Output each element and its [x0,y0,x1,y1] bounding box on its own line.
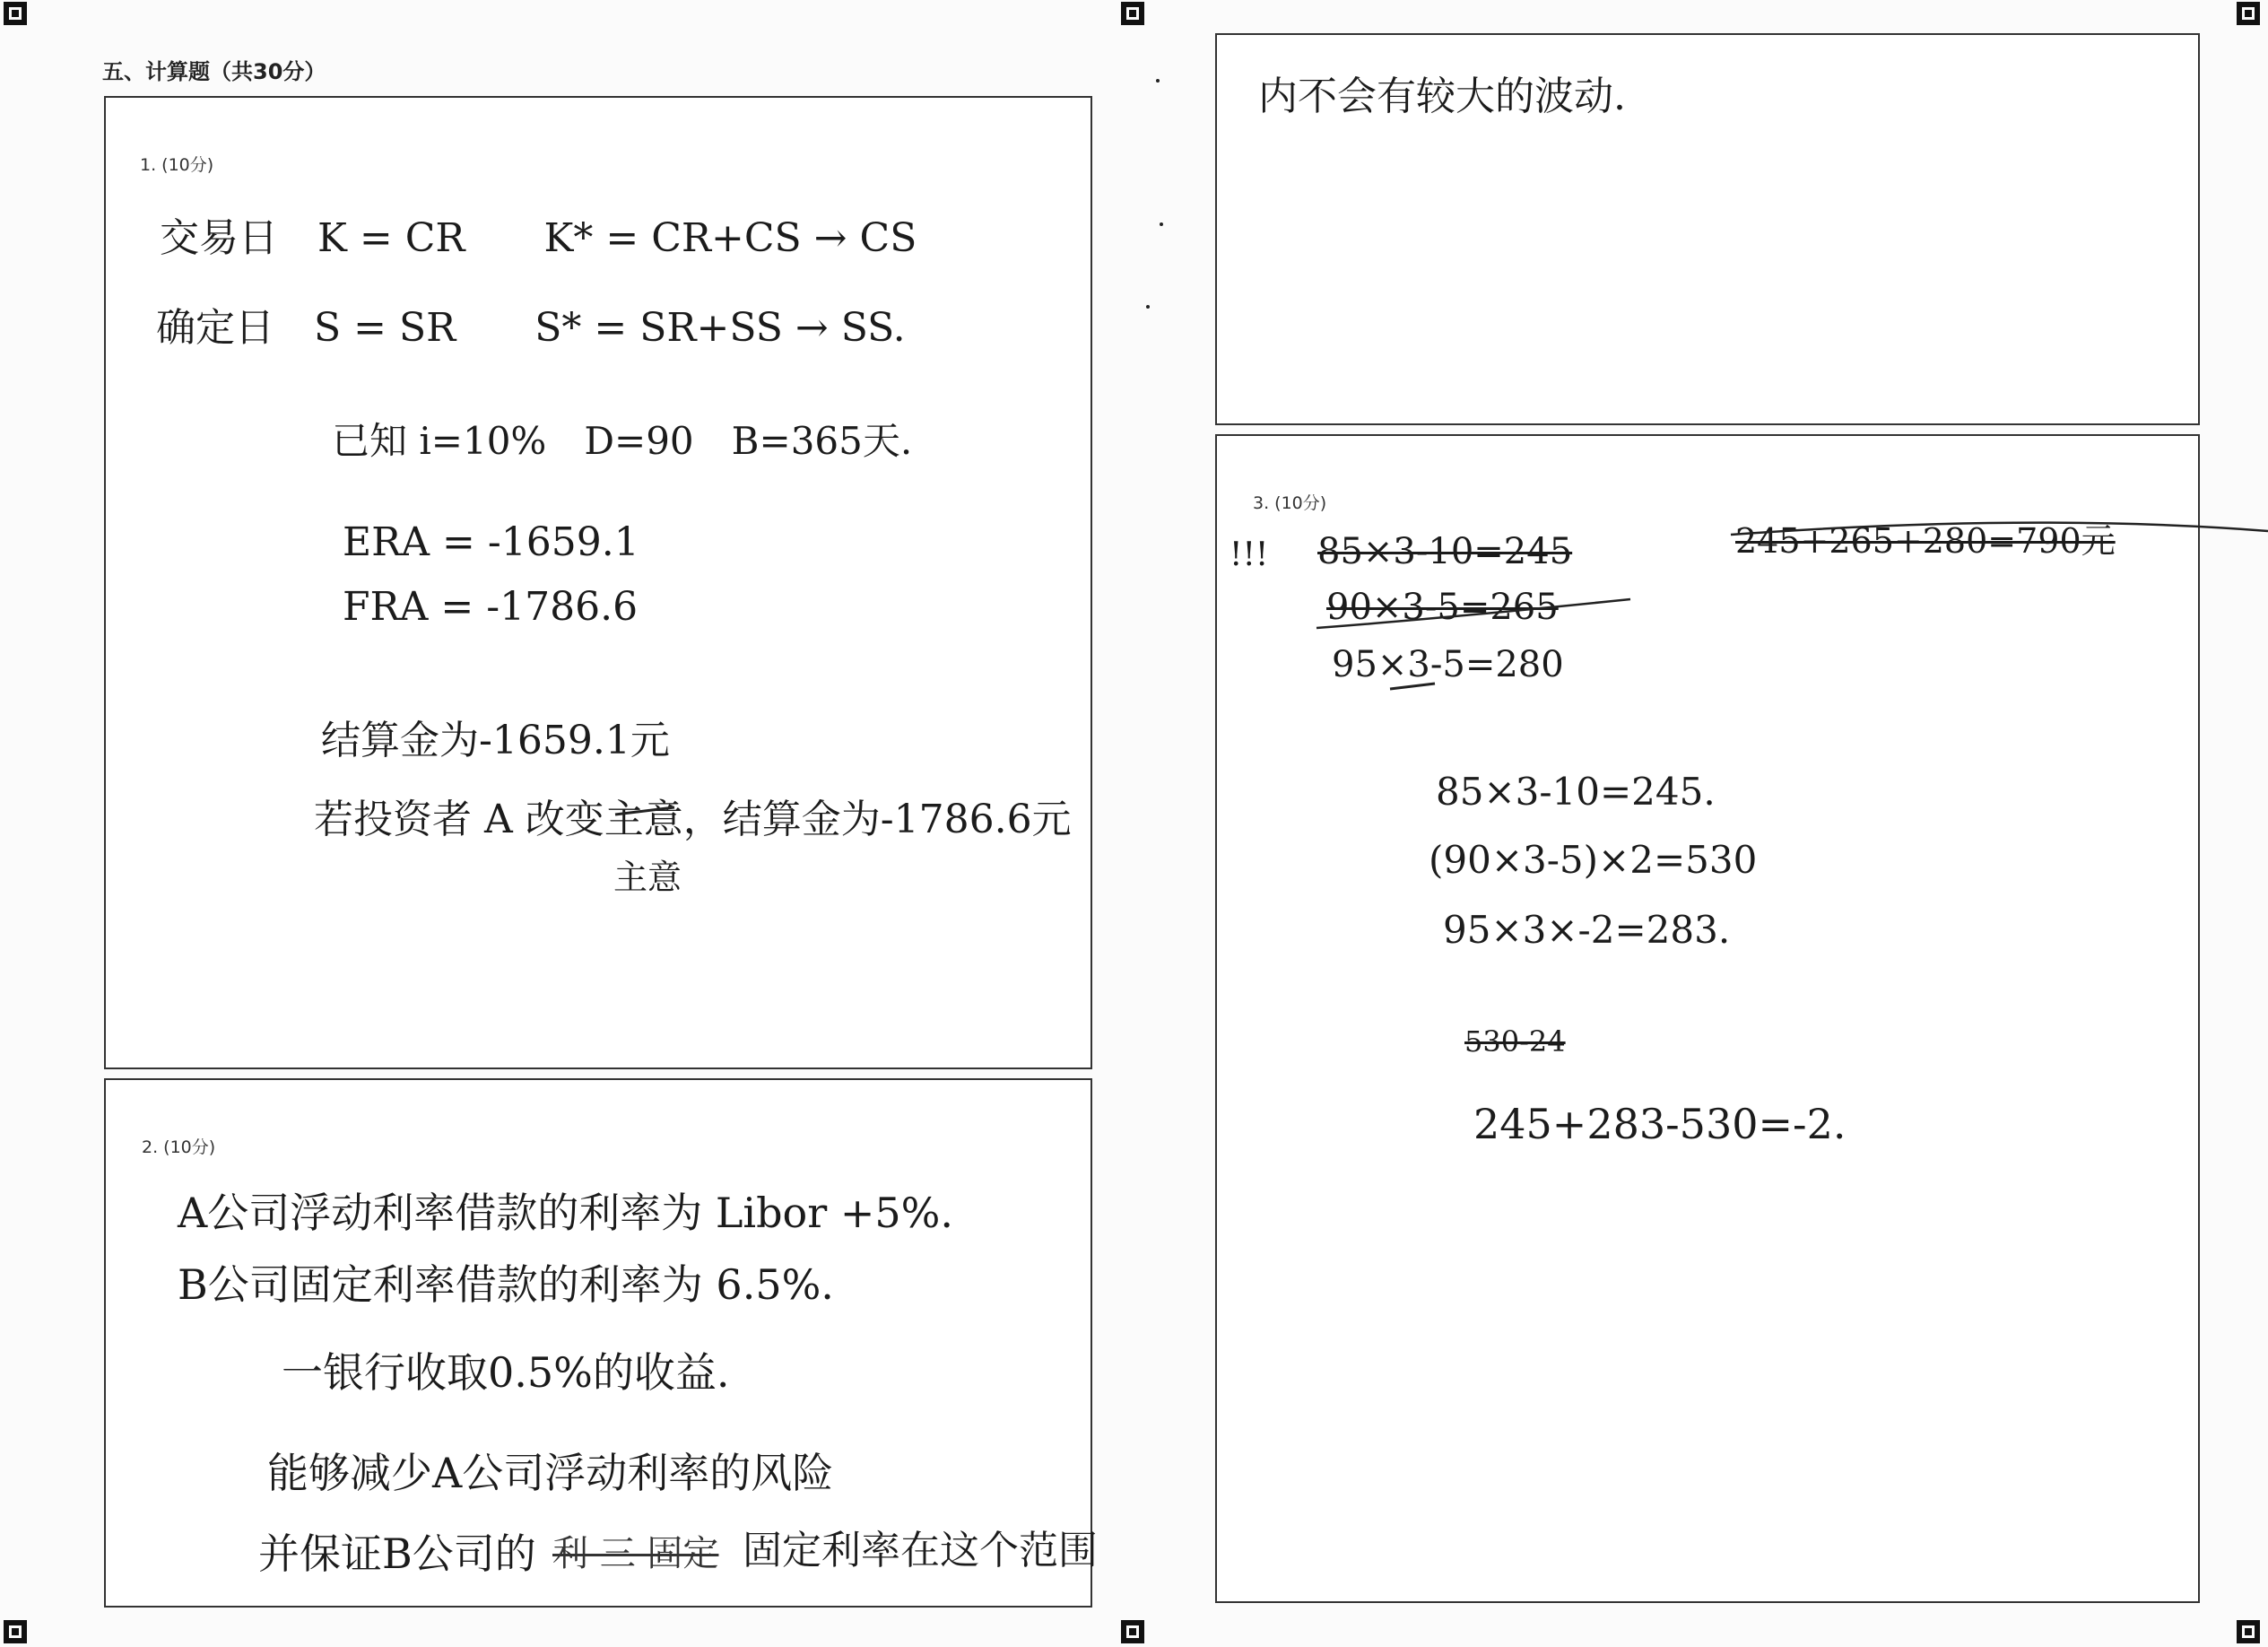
strike-stroke [1731,523,2268,535]
handwritten-line: 245+283-530=-2. [1473,1100,1847,1148]
handwritten-line: ERA = -1659.1 [343,519,639,565]
margin-mark: !!! [1230,536,1269,573]
handwritten-line: (90×3-5)×2=530 [1429,838,1758,882]
struck-line: 95×3-5=280 [1332,644,1564,685]
handwritten-line: 一银行收取0.5%的收益. [282,1348,730,1397]
handwritten-line: 交易日 K = CR K* = CR+CS → CS [160,215,917,261]
handwritten-line: 内不会有较大的波动. [1258,74,1626,119]
struck-line: 245+265+280=790元 [1735,521,2116,561]
question-label: 1. (10分) [140,155,214,175]
handwritten-line: 确定日 S = SR S* = SR+SS → SS. [156,305,906,351]
handwritten-line: FRA = -1786.6 [343,584,639,630]
strike-stroke [615,807,674,815]
struck-text: 利 三 固定 [552,1533,719,1574]
handwritten-line: A公司浮动利率借款的利率为 Libor +5%. [178,1189,953,1237]
handwritten-line: 能够减少A公司浮动利率的风险 [267,1449,834,1497]
struck-line: 530-24 [1464,1024,1566,1059]
strike-stroke [1316,599,1630,628]
insertion-text: 主意 [613,858,682,897]
handwritten-line: 95×3×-2=283. [1443,908,1731,952]
handwritten-line: 结算金为-1659.1元 [321,718,670,763]
section-title: 五、计算题（共30分） [102,59,326,84]
struck-line: 90×3-5=265 [1326,587,1559,628]
strike-stroke [1390,684,1435,689]
handwritten-line: 并保证B公司的 [258,1529,536,1578]
handwritten-line: 85×3-10=245. [1436,770,1716,814]
struck-line: 85×3-10=245 [1317,531,1573,572]
question-label: 2. (10分) [142,1137,216,1157]
handwritten-line: 固定利率在这个范围 [743,1528,1098,1573]
question-label: 3. (10分) [1253,493,1327,513]
handwritten-line: 已知 i=10% D=90 B=365天. [332,419,913,463]
handwritten-line: B公司固定利率借款的利率为 6.5%. [178,1260,834,1309]
handwritten-line: 若投资者 A 改变主意，结算金为-1786.6元 [314,797,1072,842]
